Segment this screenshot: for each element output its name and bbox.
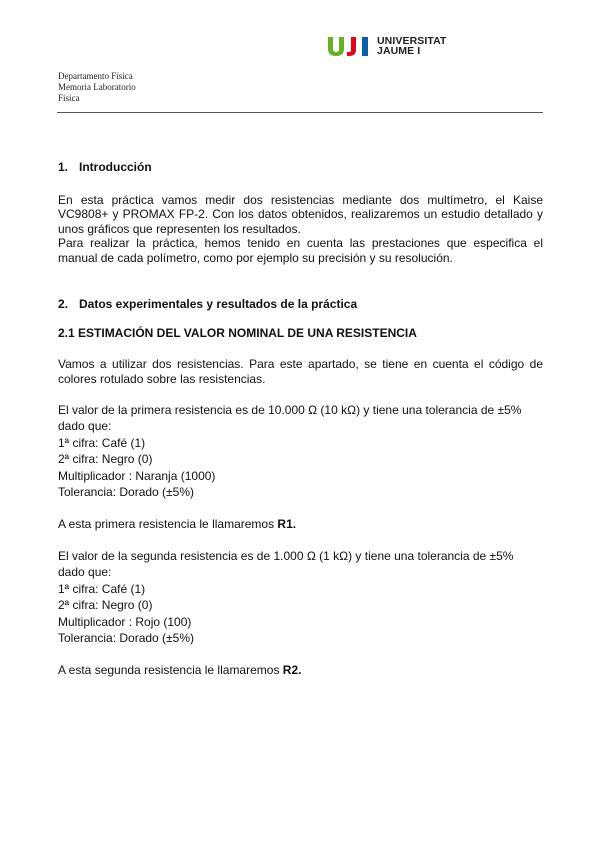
header-divider: [57, 112, 543, 113]
r1-line-digit2: 2ª cifra: Negro (0): [58, 452, 153, 466]
resistance-2-block: [58, 548, 543, 677]
header-line-subject: Física: [58, 93, 80, 103]
intro-paragraph-1: En esta práctica vamos medir dos resistencias mediante dos multímetro, el Kaise VC9808+ y PROMAX FP-2. Con los datos obtenidos, realizaremos un estudio detallado y unos gráficos que representen los resultados.: [58, 192, 543, 236]
r2-name-text: A esta segunda resistencia le llamaremos: [58, 662, 283, 677]
r1-name-text: A esta primera resistencia le llamaremos: [58, 516, 278, 531]
r1-line-tolerance: Tolerancia: Dorado (±5%): [58, 485, 194, 499]
r1-line-digit1: 1ª cifra: Café (1): [58, 435, 146, 450]
section-1-number: 1.: [58, 160, 69, 174]
r2-name-line: [58, 663, 543, 678]
r1-label: R1.: [277, 516, 297, 531]
university-logo: [328, 34, 447, 58]
resistances-intro: Vamos a utilizar dos resistencias. Para este apartado, se tiene en cuenta el código de colores rotulado sobre las resistencias.: [58, 357, 543, 386]
header-line-department: Departamento Física: [58, 71, 133, 81]
r1-name-line: [58, 517, 543, 532]
resistance-1-block: [58, 402, 543, 531]
section-2-title: Datos experimentales y resultados de la práctica: [79, 297, 358, 311]
header-line-report: Memoria Laboratorio: [58, 82, 136, 92]
logo-wordmark: [377, 36, 447, 56]
r1-value-line: El valor de la primera resistencia es de 10.000 Ω (10 kΩ) y tiene una tolerancia de ±5%: [58, 403, 522, 417]
r2-line-tolerance: Tolerancia: Dorado (±5%): [58, 631, 194, 645]
section-2-number: 2.: [58, 297, 69, 311]
r2-line-multiplier: Multiplicador : Rojo (100): [58, 614, 192, 629]
section-1-heading: [58, 160, 543, 175]
r2-label: R2.: [282, 662, 302, 677]
r2-line-digit2: 2ª cifra: Negro (0): [58, 598, 153, 612]
r1-line-reason: dado que:: [58, 419, 112, 433]
section-1-title: Introducción: [79, 160, 152, 174]
r2-value-line: El valor de la segunda resistencia es de 1.000 Ω (1 kΩ) y tiene una tolerancia de ±5%: [58, 549, 514, 563]
intro-paragraph-2: Para realizar la práctica, hemos tenido en cuenta las prestaciones que especifica el manual de cada polímetro, como por ejemplo su precisión y su resolución.: [58, 236, 543, 265]
subsection-2-1-heading: 2.1 ESTIMACIÓN DEL VALOR NOMINAL DE UNA RESISTENCIA: [58, 325, 417, 340]
section-2-heading: [58, 297, 543, 312]
logo-line-jaume: JAUME I: [377, 45, 421, 57]
logo-line-universitat: UNIVERSITAT: [377, 35, 447, 47]
department-header: [58, 71, 136, 104]
r2-line-reason: dado que:: [58, 565, 112, 579]
r2-line-digit1: 1ª cifra: Café (1): [58, 581, 146, 596]
r1-line-multiplier: Multiplicador : Naranja (1000): [58, 468, 216, 483]
uji-logo-icon: [328, 35, 373, 57]
document-body: [58, 160, 543, 677]
